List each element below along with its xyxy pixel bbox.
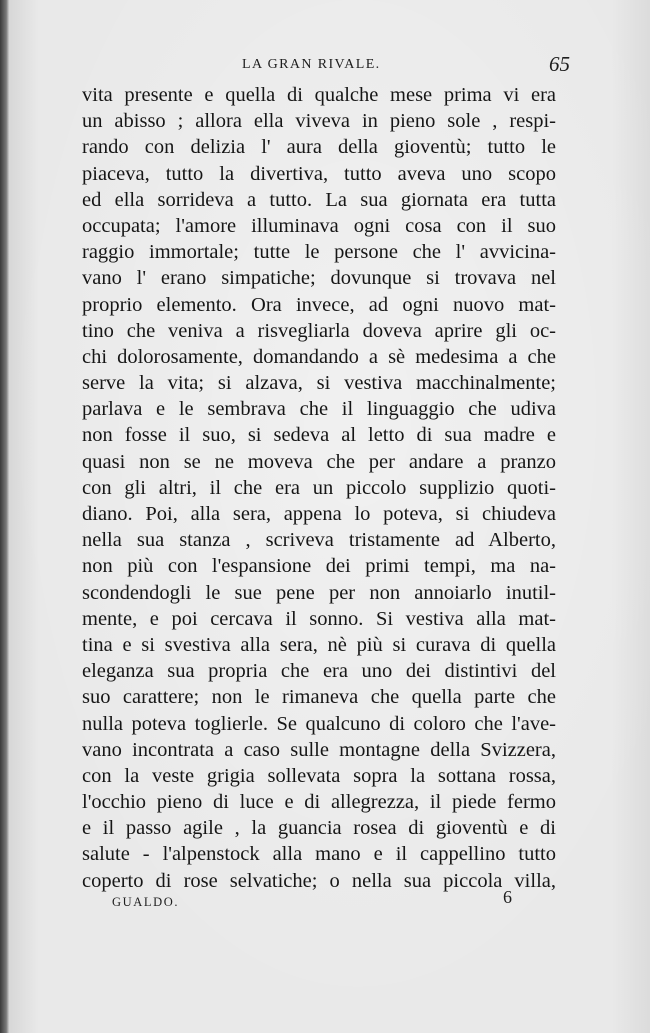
text-line: rando con delizia l' aura della gioventù; tutto le <box>82 136 556 159</box>
text-line: con la veste grigia sollevata sopra la sottana rossa, <box>82 764 556 787</box>
text-line: serve la vita; si alzava, si vestiva macchinalmente; <box>82 372 556 395</box>
text-line: eleganza sua propria che era uno dei distintivi del <box>82 660 556 683</box>
text-line: e il passo agile , la guancia rosea di gioventù e di <box>82 817 556 840</box>
text-line: tino che veniva a risvegliarla doveva aprire gli oc- <box>82 319 556 342</box>
text-line: scondendogli le sue pene per non annoiarlo inutil- <box>82 581 556 604</box>
running-head <box>82 52 570 82</box>
text-line: non fosse il suo, si sedeva al letto di sua madre e <box>82 424 556 447</box>
text-line: tina e si svestiva alla sera, nè più si curava di quella <box>82 633 556 656</box>
text-line: l'occhio pieno di luce e di allegrezza, il piede fermo <box>82 791 556 814</box>
text-line: suo carattere; non le rimaneva che quella parte che <box>82 686 556 709</box>
text-line: proprio elemento. Ora invece, ad ogni nuovo mat- <box>82 293 556 316</box>
text-line: occupata; l'amore illuminava ogni cosa con il suo <box>82 214 556 237</box>
body-text <box>82 82 556 894</box>
text-line: coperto di rose selvatiche; o nella sua piccola villa, <box>82 869 556 892</box>
text-line: vano incontrata a caso sulle montagne della Svizzera, <box>82 738 556 761</box>
text-line: un abisso ; allora ella viveva in pieno sole , respi- <box>82 110 556 133</box>
text-line: ed ella sorrideva a tutto. La sua giornata era tutta <box>82 188 556 211</box>
text-line: parlava e le sembrava che il linguaggio che udiva <box>82 398 556 421</box>
page-footer <box>112 887 512 915</box>
page-spine-edge <box>0 0 9 1033</box>
text-line: diano. Poi, alla sera, appena lo poteva, si chiudeva <box>82 503 556 525</box>
text-line: nulla poteva toglierle. Se qualcuno di coloro che l'ave- <box>82 712 556 735</box>
text-line: nella sua stanza , scriveva tristamente ad Alberto, <box>82 529 556 552</box>
running-title: LA GRAN RIVALE. <box>242 57 381 72</box>
page-number: 65 <box>549 52 570 76</box>
text-line: piaceva, tutto la divertiva, tutto aveva uno scopo <box>82 162 556 185</box>
text-line: vano l' erano simpatiche; dovunque si trovava nel <box>82 267 556 290</box>
text-line: raggio immortale; tutte le persone che l' avvicina- <box>82 241 556 264</box>
text-line: con gli altri, il che era un piccolo supplizio quoti- <box>82 476 556 499</box>
sheet-number: 6 <box>503 887 512 907</box>
text-line: non più con l'espansione dei primi tempi, ma na- <box>82 555 556 578</box>
text-line: mente, e poi cercava il sonno. Si vestiva alla mat- <box>82 607 556 630</box>
printer-signature: GUALDO. <box>112 895 180 909</box>
text-line: vita presente e quella di qualche mese prima vi era <box>82 84 556 106</box>
text-line: salute - l'alpenstock alla mano e il cappellino tutto <box>82 843 556 866</box>
text-line: chi dolorosamente, domandando a sè medesima a che <box>82 345 556 368</box>
text-line: quasi non se ne moveva che per andare a pranzo <box>82 450 556 473</box>
